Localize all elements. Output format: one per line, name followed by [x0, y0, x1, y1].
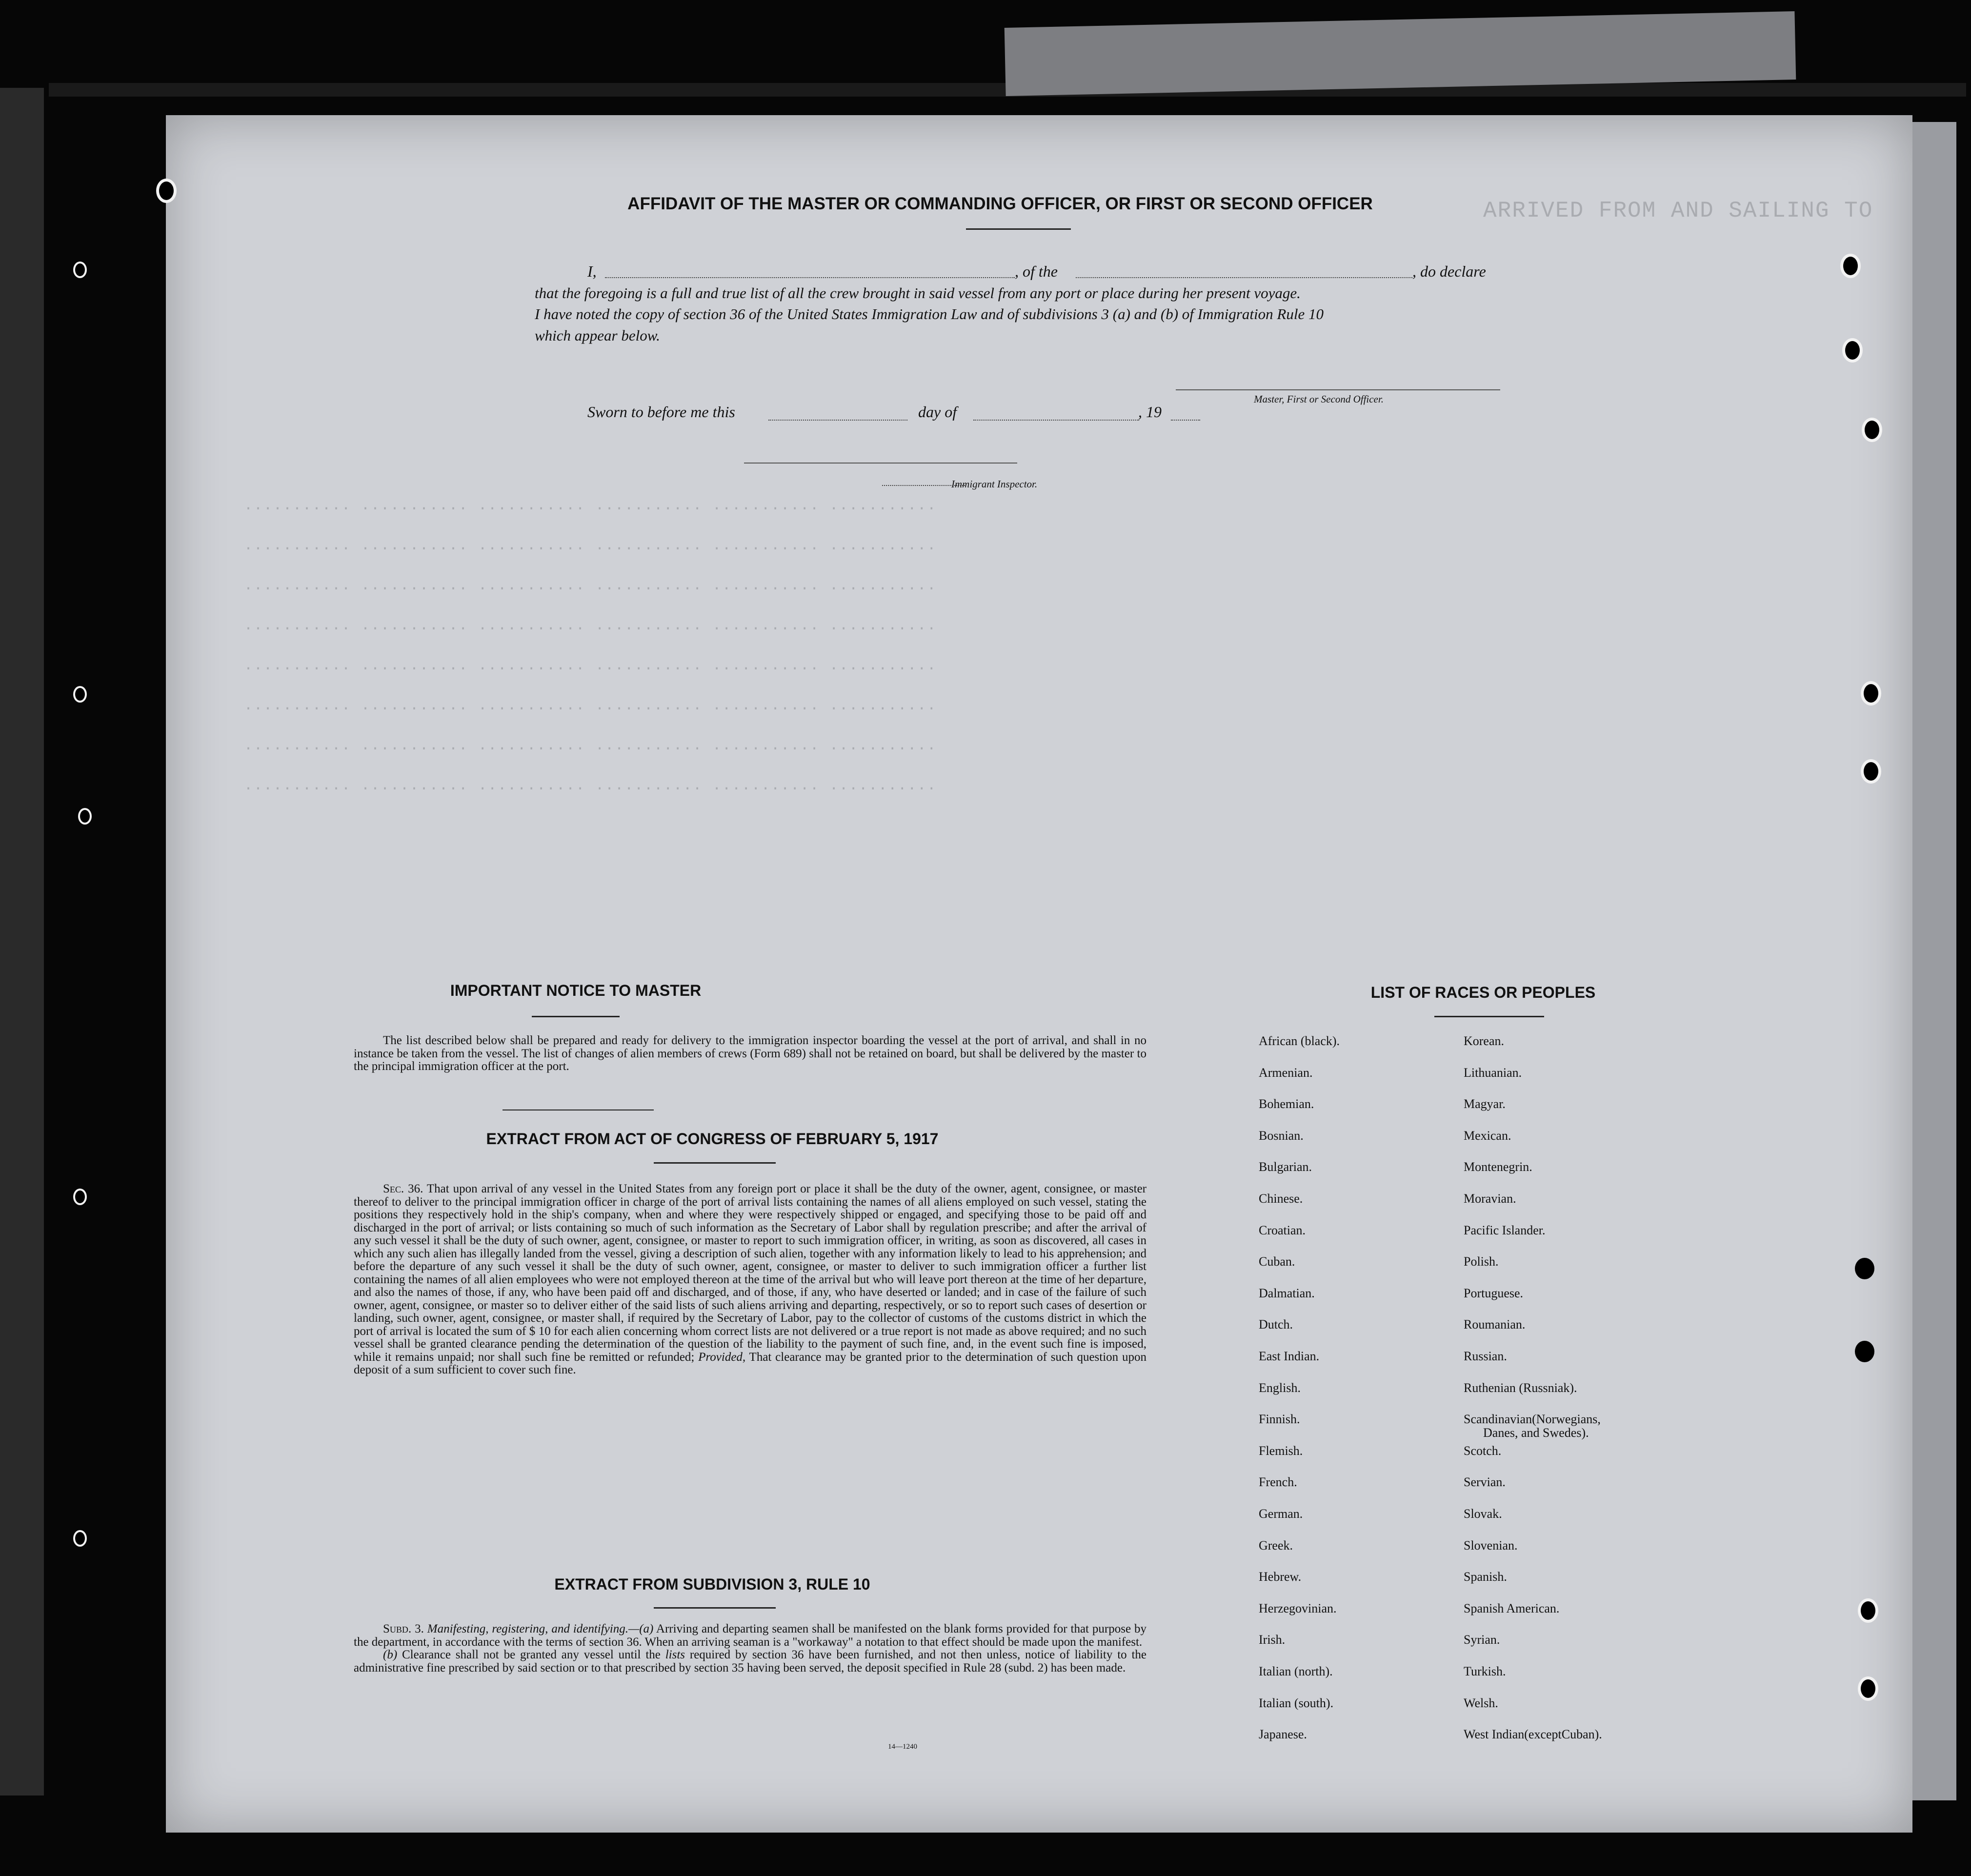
extract-rule-text: [354, 1623, 1146, 1674]
race-item: Montenegrin.: [1464, 1160, 1532, 1174]
provided-text: That clearance may be granted prior to the determination of such question upon deposit of a sum sufficient to cover such fine.: [354, 1350, 1146, 1376]
subd-3-b-label: (b): [383, 1648, 398, 1661]
sworn-year-line[interactable]: [1171, 420, 1200, 421]
race-item: English.: [1259, 1380, 1301, 1395]
race-item: West Indian(exceptCuban).: [1464, 1727, 1602, 1742]
extract-rule-rule: [654, 1607, 776, 1609]
race-item: Italian (north).: [1259, 1664, 1333, 1678]
race-item: Bulgarian.: [1259, 1160, 1312, 1174]
race-item: Welsh.: [1464, 1695, 1498, 1710]
affidavit-line-4: which appear below.: [535, 327, 660, 344]
race-item: Spanish American.: [1464, 1601, 1560, 1615]
manifest-page: [166, 115, 1912, 1833]
binder-hole: [78, 808, 92, 825]
race-item: Danes, and Swedes).: [1483, 1426, 1589, 1440]
form-number: 14—1240: [888, 1743, 917, 1751]
bleed-through-rows: ........... ........... ........... ........... ........... ........... ........... ........... ........... ........... ........... ........... ........... ........... ........... ........... ........... ........... ........... ........... ........... ........... ........... ........... ........... ........... ........... ........... ........... ........... ........... ........... ........... ........... ........... ........... ........... ........... ........... ........... ........... ........... ........... ........... ........... ........... ........... ...........: [244, 498, 937, 794]
race-item: Slovenian.: [1464, 1538, 1518, 1553]
race-item: Slovak.: [1464, 1507, 1502, 1521]
subd-3-b-text-1: Clearance shall not be granted any vessel until the: [402, 1648, 661, 1661]
extract-act-title: EXTRACT FROM ACT OF CONGRESS OF FEBRUARY 5, 1917: [486, 1130, 939, 1148]
lists-word: lists: [665, 1648, 685, 1661]
race-item: Spanish.: [1464, 1570, 1507, 1584]
race-item: Ruthenian (Russniak).: [1464, 1380, 1577, 1395]
race-item: African (black).: [1259, 1034, 1340, 1048]
binder-hole: [73, 1530, 87, 1547]
races-title-rule: [1434, 1016, 1544, 1017]
year-label: , 19: [1138, 403, 1162, 421]
race-item: Syrian.: [1464, 1633, 1500, 1647]
inspector-caption: Immigrant Inspector.: [951, 478, 1038, 490]
affidavit-i-label: I,: [587, 262, 597, 280]
subd-3-heading: Manifesting, registering, and identifying.—(a): [427, 1622, 654, 1635]
race-item: Dutch.: [1259, 1317, 1293, 1332]
race-item: Greek.: [1259, 1538, 1293, 1553]
sworn-label: Sworn to before me this: [587, 403, 735, 421]
race-item: Scandinavian(Norwegians,: [1464, 1412, 1601, 1427]
race-item: Cuban.: [1259, 1254, 1295, 1269]
subd-3-a-text: Arriving and departing seamen shall be manifested on the blank forms provided for that purpose by the department, in accordance with the terms of section 36. When an arriving seaman is a "workaway" a notation to that effect should be made upon the manifest.: [354, 1622, 1147, 1649]
affidavit-title: AFFIDAVIT OF THE MASTER OR COMMANDING OFFICER, OR FIRST OR SECOND OFFICER: [627, 194, 1373, 213]
extract-act-text: [354, 1183, 1146, 1377]
affidavit-line-3: I have noted the copy of section 36 of the United States Immigration Law and of subdivisions 3 (a) and (b) of Immigration Rule 10: [535, 305, 1324, 323]
sec-36-label: Sec. 36.: [383, 1182, 423, 1195]
race-item: Herzegovinian.: [1259, 1601, 1337, 1615]
race-item: Polish.: [1464, 1254, 1499, 1269]
race-item: Scotch.: [1464, 1443, 1502, 1458]
race-item: Croatian.: [1259, 1223, 1306, 1237]
affidavit-do-declare: , do declare: [1412, 262, 1486, 280]
races-title: LIST OF RACES OR PEOPLES: [1370, 984, 1596, 1001]
race-item: Roumanian.: [1464, 1317, 1526, 1332]
race-item: Chinese.: [1259, 1191, 1303, 1206]
binder-hole: [73, 686, 87, 703]
notice-text: The list described below shall be prepared and ready for delivery to the immigration inspector boarding the vessel at the port of arrival, and shall in no instance be taken from the vessel. The list of changes of alien members of crews (Form 689) shall not be retained on board, but shall be delivered by the master to the principal immigration officer at the port.: [354, 1034, 1146, 1073]
binder-hole: [73, 262, 87, 278]
binder-hole: [1858, 1598, 1878, 1623]
affidavit-title-rule: [966, 228, 1071, 230]
race-item: Italian (south).: [1259, 1695, 1334, 1710]
race-item: Flemish.: [1259, 1443, 1303, 1458]
day-of-label: day of: [918, 403, 957, 421]
race-item: Korean.: [1464, 1034, 1505, 1048]
bleed-through-header: ARRIVED FROM AND SAILING TO: [1483, 198, 1873, 223]
subd-3-b-text-2: required by section 36 have been furnished, and not then unless, notice of liability to the administrative fine prescribed by said section or to that prescribed by section 35 having been served, the deposit specified in Rule 28 (subd. 2) has been made.: [354, 1648, 1147, 1674]
race-item: German.: [1259, 1507, 1303, 1521]
binder-hole: [1861, 681, 1881, 706]
binder-hole: [1855, 1341, 1874, 1362]
sec-36-body: That upon arrival of any vessel in the United States from any foreign port or place it shall be the duty of the owner, agent, consignee, or master thereof to deliver to the principal immigration officer in charge of the port of arrival lists containing the names of all aliens employed on such vessel, stating the positions they respectively hold in the ship's company, when and where they were respectively shipped or engaged, and specifying those to be paid off and discharged in the port of arrival; or lists containing so much of such information as the Secretary of Labor shall by regulation prescribe; and after the arrival of any such vessel it shall be the duty of such owner, agent, consignee, or master to report to such immigration officer, in writing, as soon as discovered, all cases in which any such alien has illegally landed from the vessel, giving a description of such alien, together with any information likely to lead to his apprehension; and before the departure of any such vessel it shall be the duty of such owner, agent, consignee, or master to deliver to such immigration officer a further list containing the names of all alien employees who were not employed thereon at the time of the arrival but who will leave port thereon at the time of her departure, and also the names of those, if any, who have been paid off and discharged, and of those, if any, who have deserted or landed; and in case of the failure of such owner, agent, consignee, or master so to deliver either of the said lists of such aliens arriving and departing, respectively, or so to report such cases of desertion or landing, such owner, agent, consignee, or master shall, if required by the Secretary of Labor, pay to the collector of customs of the customs district in which the port of arrival is located the sum of $ 10 for each alien concerning whom correct lists are not delivered or a true report is not made as above required; and no such vessel shall be granted clearance pending the determination of the question of the liability to the payment of such fine, and, in the event such fine is imposed, while it remains unpaid; nor shall such fine be remitted or refunded;: [354, 1182, 1146, 1364]
notice-title: IMPORTANT NOTICE TO MASTER: [450, 982, 702, 999]
provided-label: Provided,: [698, 1350, 746, 1364]
notice-divider: [503, 1109, 654, 1110]
subd-3-label: Subd. 3.: [383, 1622, 424, 1635]
binder-hole: [1861, 759, 1881, 784]
race-item: Russian.: [1464, 1349, 1507, 1363]
race-item: Irish.: [1259, 1633, 1286, 1647]
race-item: Armenian.: [1259, 1065, 1313, 1080]
notice-title-rule: [532, 1016, 620, 1017]
race-item: French.: [1259, 1475, 1297, 1490]
race-item: Japanese.: [1259, 1727, 1307, 1742]
affidavit-line-2: that the foregoing is a full and true list of all the crew brought in said vessel from any port or place during her present voyage.: [535, 284, 1301, 302]
binder-hole: [156, 179, 177, 203]
race-item: Moravian.: [1464, 1191, 1516, 1206]
extract-rule-title: EXTRACT FROM SUBDIVISION 3, RULE 10: [554, 1575, 870, 1593]
race-item: Portuguese.: [1464, 1286, 1524, 1300]
race-item: Mexican.: [1464, 1128, 1511, 1143]
sworn-month-line[interactable]: [973, 420, 1139, 421]
extract-act-rule: [654, 1162, 776, 1164]
race-item: Bosnian.: [1259, 1128, 1304, 1143]
race-item: Hebrew.: [1259, 1570, 1302, 1584]
race-item: Bohemian.: [1259, 1097, 1314, 1111]
binder-hole: [1840, 254, 1861, 278]
race-item: Servian.: [1464, 1475, 1506, 1490]
binder-hole: [73, 1189, 87, 1205]
binder-edge: [0, 88, 44, 1795]
binder-hole: [1855, 1258, 1874, 1279]
race-item: East Indian.: [1259, 1349, 1320, 1363]
sworn-day-line[interactable]: [768, 420, 907, 421]
signature-caption: Master, First or Second Officer.: [1254, 393, 1384, 405]
inspector-signature-line[interactable]: [744, 463, 1017, 464]
binder-hole: [1842, 338, 1863, 363]
vessel-blank-line[interactable]: [1076, 277, 1412, 278]
race-item: Pacific Islander.: [1464, 1223, 1546, 1237]
affidavit-of-the: , of the: [1015, 262, 1058, 280]
name-blank-line[interactable]: [605, 277, 1015, 278]
race-item: Dalmatian.: [1259, 1286, 1315, 1300]
binder-hole: [1858, 1676, 1878, 1701]
race-item: Finnish.: [1259, 1412, 1300, 1427]
signature-line[interactable]: [1176, 389, 1500, 390]
binder-hole: [1862, 418, 1882, 442]
race-item: Turkish.: [1464, 1664, 1506, 1678]
race-item: Magyar.: [1464, 1097, 1506, 1111]
race-item: Lithuanian.: [1464, 1065, 1522, 1080]
